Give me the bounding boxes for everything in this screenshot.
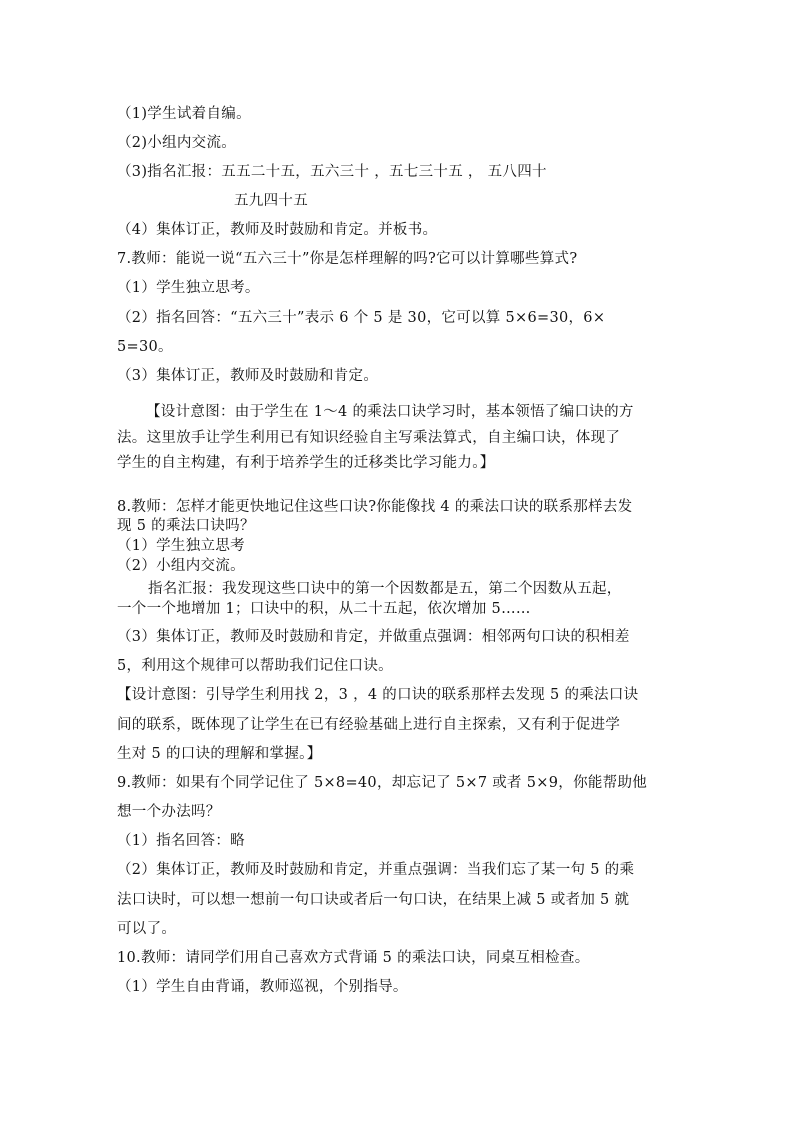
text-line: （1）学生独立思考。 xyxy=(117,280,260,296)
text-line: 7.教师：能说一说“五六三十”你是怎样理解的吗?它可以计算哪些算式? xyxy=(117,251,578,267)
text-line: （3）集体订正，教师及时鼓励和肯定。 xyxy=(117,368,379,384)
text-line: 5=30。 xyxy=(117,339,173,355)
text-line: 法口诀时，可以想一想前一句口诀或者后一句口诀，在结果上减 5 或者加 5 就 xyxy=(117,892,630,908)
text-line: 【设计意图：由于学生在 1～4 的乘法口诀学习时，基本领悟了编口诀的方 xyxy=(146,404,634,420)
text-line: （2）指名回答：“五六三十”表示 6 个 5 是 30，它可以算 5×6=30，6× xyxy=(117,310,606,326)
text-line: （2）集体订正，教师及时鼓励和肯定，并重点强调：当我们忘了某一句 5 的乘 xyxy=(117,862,635,878)
text-line: 一个一个地增加 1；口诀中的积，从二十五起，依次增加 5…… xyxy=(117,601,531,617)
text-line: 学生的自主构建，有利于培养学生的迁移类比学习能力。】 xyxy=(117,455,495,471)
text-line: 9.教师：如果有个同学记住了 5×8=40，却忘记了 5×7 或者 5×9，你能帮助他 xyxy=(117,775,648,791)
text-line: 【设计意图：引导学生利用找 2，3 ，4 的口诀的联系那样去发现 5 的乘法口诀 xyxy=(117,687,639,703)
text-line: （4）集体订正，教师及时鼓励和肯定。并板书。 xyxy=(117,222,438,238)
text-line: 生对 5 的口诀的理解和掌握。】 xyxy=(117,746,322,762)
text-line: 8.教师：怎样才能更快地记住这些口诀?你能像找 4 的乘法口诀的联系那样去发 xyxy=(117,499,633,515)
text-line: （1)学生试着自编。 xyxy=(117,106,251,122)
text-line: 现 5 的乘法口诀吗？ xyxy=(117,518,255,534)
text-line: 想一个办法吗？ xyxy=(117,804,221,820)
text-line: 可以了。 xyxy=(117,921,177,937)
text-line: 10.教师：请同学们用自己喜欢方式背诵 5 的乘法口诀，同桌互相检查。 xyxy=(117,950,590,966)
text-line: 法。这里放手让学生利用已有知识经验自主写乘法算式，自主编口诀，体现了 xyxy=(117,430,621,446)
text-line: 5，利用这个规律可以帮助我们记住口诀。 xyxy=(117,658,393,674)
text-line: （1）学生自由背诵，教师巡视，个别指导。 xyxy=(117,979,408,995)
text-line: （3)指名汇报：五五二十五，五六三十 ，五七三十五 ， 五八四十 xyxy=(117,164,547,180)
text-line: 间的联系，既体现了让学生在已有经验基础上进行自主探索，又有利于促进学 xyxy=(117,717,621,733)
text-line: （2)小组内交流。 xyxy=(117,135,237,151)
text-line: 指名汇报：我发现这些口诀中的第一个因数都是五，第二个因数从五起， xyxy=(148,581,622,597)
text-line: 五九四十五 xyxy=(234,193,308,209)
text-line: （1）学生独立思考 xyxy=(117,538,245,554)
text-line: （1）指名回答：略 xyxy=(117,833,245,849)
text-line: （3）集体订正，教师及时鼓励和肯定，并做重点强调：相邻两句口诀的积相差 xyxy=(117,629,630,645)
text-line: （2）小组内交流。 xyxy=(117,558,245,574)
